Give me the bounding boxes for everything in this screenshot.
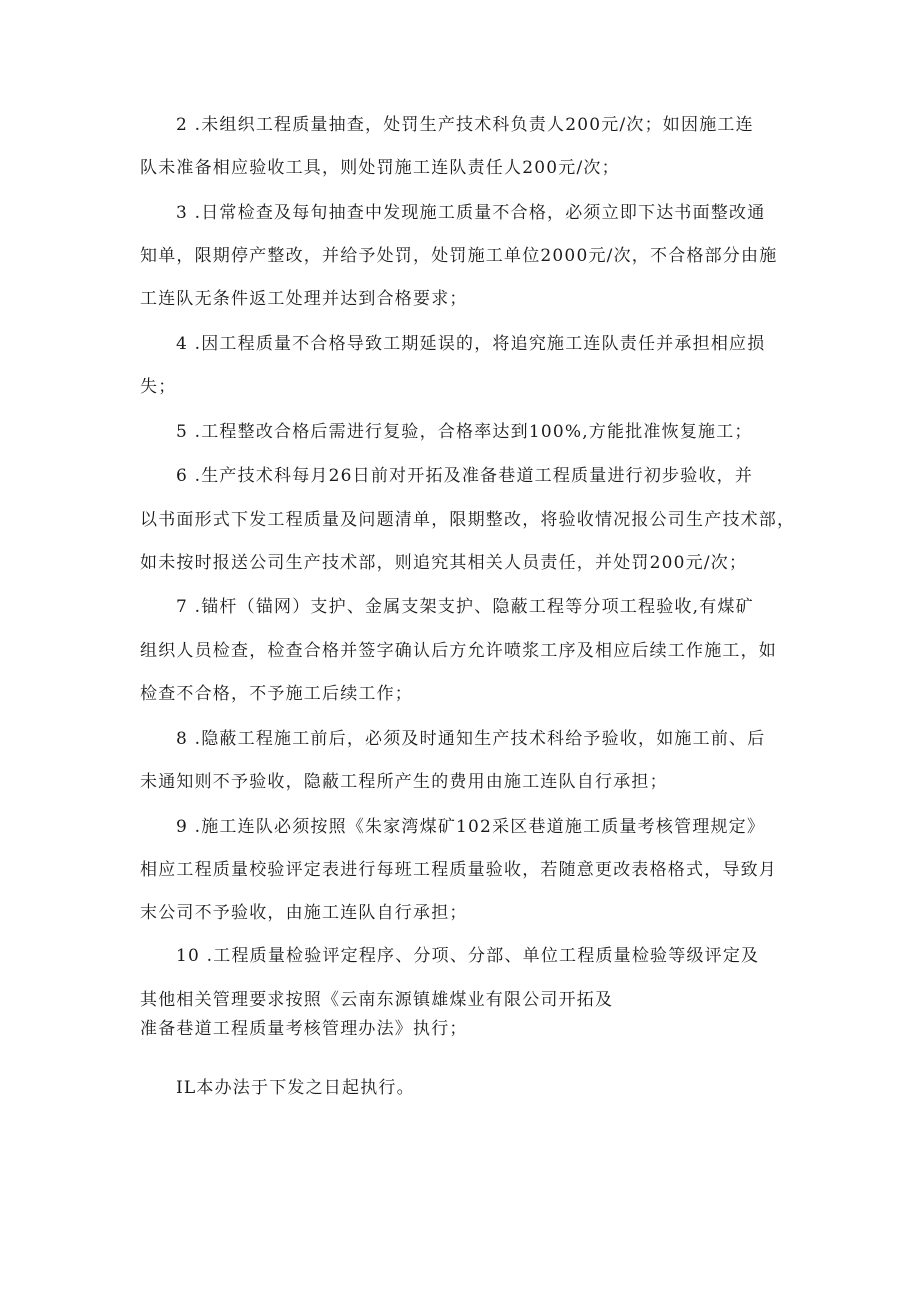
item-9-line-1: 9 .施工连队必须按照《朱家湾煤矿102采区巷道施工质量考核管理规定》	[176, 817, 766, 837]
item-6-line-2: 以书面形式下发工程质量及问题清单，限期整改，将验收情况报公司生产技术部，	[140, 510, 796, 530]
item-6-line-3: 如未按时报送公司生产技术部，则追究其相关人员责任，并处罚200元/次；	[140, 553, 748, 573]
item-7-line-1: 7 .锚杆（锚网）支护、金属支架支护、隐蔽工程等分项工程验收,有煤矿	[176, 597, 754, 617]
item-3-line-1: 3 .日常检查及每旬抽查中发现施工质量不合格，必须立即下达书面整改通	[176, 203, 766, 223]
item-10-line-3: 准备巷道工程质量考核管理办法》执行；	[140, 1019, 468, 1039]
item-10-line-1: 10 .工程质量检验评定程序、分项、分部、单位工程质量检验等级评定及	[176, 946, 760, 966]
item-8-line-2: 未通知则不予验收，隐蔽工程所产生的费用由施工连队自行承担；	[140, 772, 668, 792]
item-2-line-2: 队未准备相应验收工具，则处罚施工连队责任人200元/次；	[140, 158, 620, 178]
item-8-line-1: 8 .隐蔽工程施工前后，必须及时通知生产技术科给予验收，如施工前、后	[176, 729, 766, 749]
item-3-line-2: 知单，限期停产整改，并给予处罚，处罚施工单位2000元/次，不合格部分由施	[140, 246, 778, 266]
item-2-line-1: 2 .未组织工程质量抽查，处罚生产技术科负责人200元/次；如因施工连	[176, 115, 754, 135]
item-10-line-2: 其他相关管理要求按照《云南东源镇雄煤业有限公司开拓及	[140, 990, 614, 1010]
item-4-line-2: 失；	[140, 377, 177, 397]
item-6-line-1: 6 .生产技术科每月26日前对开拓及准备巷道工程质量进行初步验收，并	[176, 466, 754, 486]
item-3-line-3: 工连队无条件返工处理并达到合格要求；	[140, 289, 468, 309]
item-5-line-1: 5 .工程整改合格后需进行复验，合格率达到100%,方能批准恢复施工；	[176, 422, 753, 442]
item-7-line-3: 检查不合格，不予施工后续工作；	[140, 684, 413, 704]
item-9-line-3: 末公司不予验收，由施工连队自行承担；	[140, 903, 468, 923]
item-9-line-2: 相应工程质量校验评定表进行每班工程质量验收，若随意更改表格格式，导致月	[140, 860, 777, 880]
item-4-line-1: 4 .因工程质量不合格导致工期延误的，将追究施工连队责任并承担相应损	[176, 334, 766, 354]
item-7-line-2: 组织人员检查，检查合格并签字确认后方允许喷浆工序及相应后续工作施工，如	[140, 641, 777, 661]
item-11-line-1: IL本办法于下发之日起执行。	[176, 1078, 415, 1098]
